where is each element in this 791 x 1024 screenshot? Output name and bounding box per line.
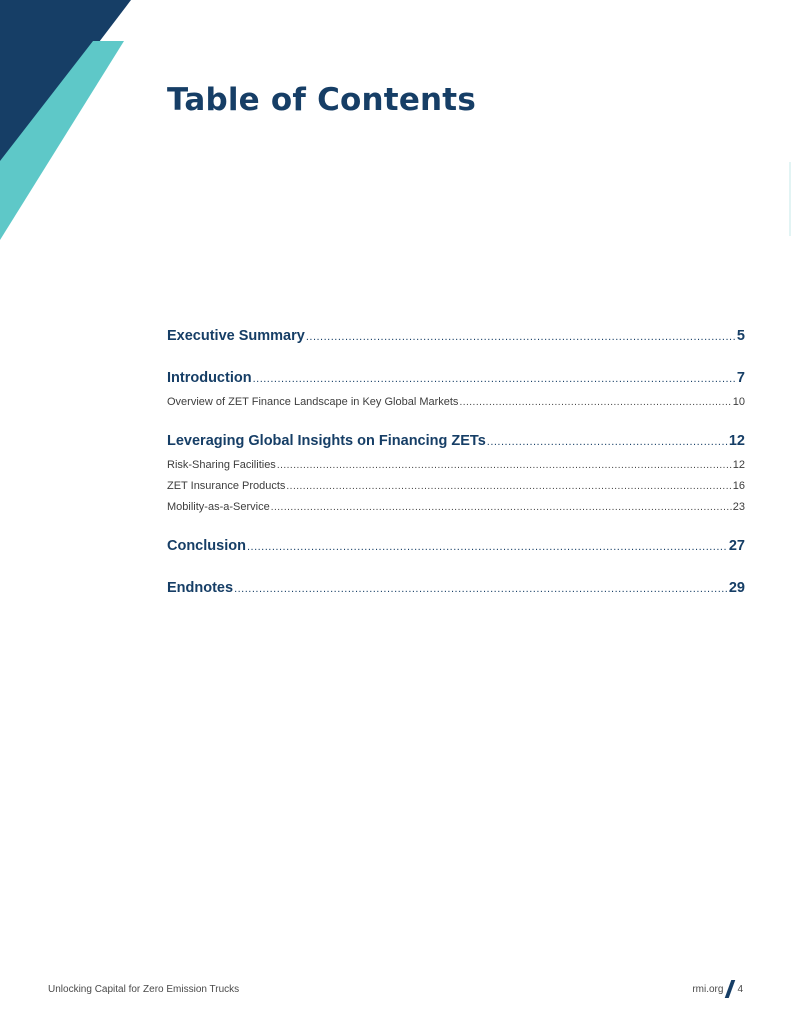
toc-entry-page: 10 [732,396,745,408]
toc-entry-label: Mobility-as-a-Service [167,501,270,513]
toc-entry-label: Introduction [167,370,252,386]
dot-leader [286,476,731,497]
toc-entry-label: Endnotes [167,580,234,596]
page-title: Table of Contents [167,82,476,118]
toc-entry-page: 23 [732,501,745,513]
toc-entry-risk-sharing-facilities[interactable] [167,455,745,476]
slash-divider-icon [725,980,736,998]
toc-entry-label: Conclusion [167,538,246,554]
toc-entry-conclusion[interactable] [167,532,745,560]
toc-entry-mobility-as-a-service[interactable] [167,497,745,518]
toc-entry-label: Risk-Sharing Facilities [167,459,276,471]
footer-site-link[interactable]: rmi.org [692,983,724,995]
dot-leader [247,533,728,561]
toc-entry-executive-summary[interactable] [167,322,745,350]
toc-entry-page: 7 [736,370,745,386]
footer-document-title: Unlocking Capital for Zero Emission Trucks [48,983,240,995]
toc-entry-introduction[interactable] [167,364,745,392]
toc-entry-page: 12 [728,433,745,449]
table-of-contents [167,322,745,602]
toc-entry-zet-insurance-products[interactable] [167,476,745,497]
toc-entry-page: 5 [736,328,745,344]
toc-entry-label: ZET Insurance Products [167,480,286,492]
dot-leader [306,323,736,351]
footer-right [692,980,743,998]
toc-entry-page: 29 [728,580,745,596]
toc-entry-page: 27 [728,538,745,554]
footer-page-number: 4 [737,983,743,995]
toc-entry-label: Overview of ZET Finance Landscape in Key Global Markets [167,396,459,408]
dot-leader [253,365,736,393]
dot-leader [277,455,732,476]
dot-leader [459,392,731,413]
dot-leader [271,497,732,518]
toc-entry-page: 16 [732,480,745,492]
toc-entry-endnotes[interactable] [167,574,745,602]
toc-entry-label: Leveraging Global Insights on Financing ZETs [167,433,486,449]
toc-entry-label: Executive Summary [167,328,305,344]
toc-entry-page: 12 [732,459,745,471]
page-footer [48,980,743,998]
dot-leader [234,575,728,603]
toc-entry-overview-zet-finance[interactable] [167,392,745,413]
dot-leader [487,428,728,456]
corner-decoration [0,0,140,250]
toc-entry-leveraging-global-insights[interactable] [167,427,745,455]
